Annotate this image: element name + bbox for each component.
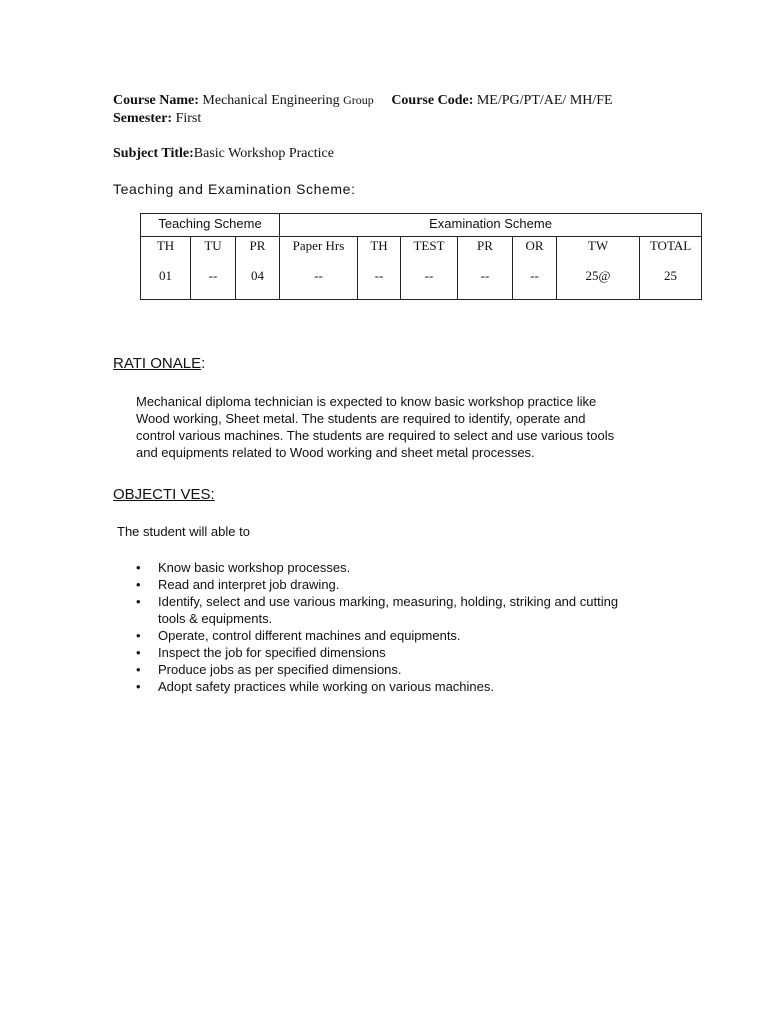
column-header: TOTAL [640,237,702,268]
course-code-label: Course Code: [391,93,474,108]
table-cell: 25 [640,267,702,300]
semester-value: First [175,111,202,126]
table-cell: -- [401,267,458,300]
subject-title-value: Basic Workshop Practice [193,146,334,161]
list-item-text: Inspect the job for specified dimensions [158,645,386,660]
course-name-label: Course Name: [113,93,199,108]
scheme-table [140,213,702,300]
table-cell: -- [513,267,557,300]
column-header: PR [458,237,513,268]
rationale-title: RATI ONALE [113,355,202,372]
objectives-list [136,559,618,695]
list-item [136,576,618,593]
rationale-line: Wood working, Sheet metal. The students are required to identify, operate and [136,411,586,426]
list-item-text: Read and interpret job drawing. [158,577,340,592]
course-name-suffix: Group [343,93,374,107]
column-header: TEST [401,237,458,268]
scheme-heading: Teaching and Examination Scheme: [113,181,356,197]
teaching-scheme-header: Teaching Scheme [141,214,280,237]
bullet: • [136,594,141,609]
list-item [136,627,618,644]
subject-title-line [113,146,334,162]
table-header-row [141,237,702,268]
column-header: TU [191,237,236,268]
rationale-body [136,393,614,461]
examination-scheme-header: Examination Scheme [280,214,702,237]
column-header: TH [141,237,191,268]
semester-label: Semester: [113,111,173,126]
list-item-text: Know basic workshop processes. [158,560,351,575]
column-header: Paper Hrs [280,237,358,268]
list-item-text-cont: tools & equipments. [158,611,273,626]
list-item [136,644,618,661]
subject-title-label: Subject Title: [113,146,194,161]
table-cell: -- [358,267,401,300]
list-item-text: Operate, control different machines and equipments. [158,628,461,643]
rationale-line: and equipments related to Wood working and sheet metal processes. [136,445,535,460]
column-header: PR [236,237,280,268]
list-item [136,678,618,695]
table-cell: -- [280,267,358,300]
list-item-text: Produce jobs as per specified dimensions. [158,662,402,677]
bullet: • [136,679,141,694]
course-code-value: ME/PG/PT/AE/ MH/FE [476,93,613,108]
table-cell: 04 [236,267,280,300]
list-item-text: Adopt safety practices while working on various machines. [158,679,494,694]
list-item-text: Identify, select and use various marking, measuring, holding, striking and cutting [158,594,619,609]
table-cell: -- [191,267,236,300]
rationale-line: Mechanical diploma technician is expected to know basic workshop practice like [136,394,597,409]
list-item [136,559,618,576]
table-cell: 25@ [557,267,640,300]
course-name-value: Mechanical Engineering [202,93,340,108]
rationale-colon: : [201,355,206,372]
semester-line [113,111,201,127]
rationale-line: control various machines. The students are required to select and use various tools [136,428,615,443]
table-cell: -- [458,267,513,300]
list-item [136,661,618,678]
table-cell: 01 [141,267,191,300]
objectives-intro: The student will able to [117,524,250,539]
column-header: TW [557,237,640,268]
bullet: • [136,645,141,660]
column-header: OR [513,237,557,268]
column-header: TH [358,237,401,268]
list-item [136,593,618,627]
bullet: • [136,577,141,592]
table-row [141,267,702,300]
bullet: • [136,628,141,643]
bullet: • [136,662,141,677]
course-info-line [113,93,613,109]
rationale-heading [113,355,205,372]
objectives-title: OBJECTI VES: [113,486,215,503]
bullet: • [136,560,141,575]
